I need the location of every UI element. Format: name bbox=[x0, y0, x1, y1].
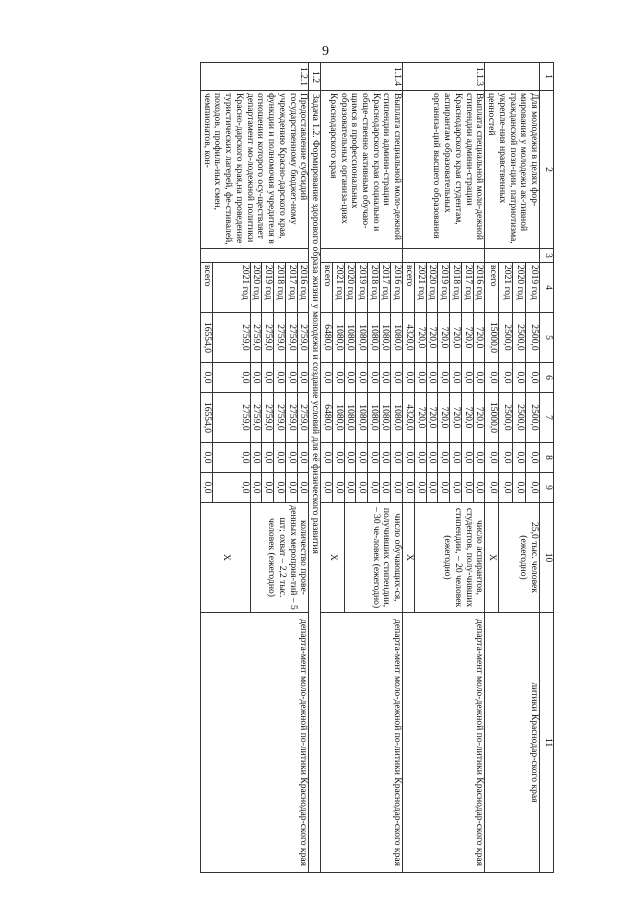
value-cell: 2759,0 bbox=[274, 393, 286, 443]
item-number: 1.1.3 bbox=[403, 63, 485, 91]
value-cell: 15000,0 bbox=[485, 313, 499, 363]
value-cell: 1080,0 bbox=[367, 393, 379, 443]
item-number: 1.1.4 bbox=[321, 63, 403, 91]
item-number: 1.2.1 bbox=[200, 63, 308, 91]
item-name: Выплата специальной моло-дежной стипендии админи-страции Краснодарского края социально и обще-ственно активным обучаю-щимся в профессиональных образовательных организа-циях Краснодарского края bbox=[321, 91, 403, 249]
value-cell: 0,0 bbox=[526, 363, 540, 393]
executor-cell: департа-мент моло-дежной по-литики Краснодар-ского края bbox=[321, 613, 403, 873]
value-cell: 2759,0 bbox=[250, 393, 262, 443]
value-cell: 1080,0 bbox=[367, 313, 379, 363]
value-cell: 1080,0 bbox=[379, 393, 391, 443]
value-cell: 0,0 bbox=[297, 443, 309, 473]
value-cell: 0,0 bbox=[403, 473, 415, 503]
value-cell: 1080,0 bbox=[332, 313, 344, 363]
value-cell: 0,0 bbox=[262, 473, 274, 503]
value-cell: 1080,0 bbox=[344, 393, 356, 443]
value-cell: 720,0 bbox=[426, 313, 438, 363]
value-cell: 720,0 bbox=[450, 393, 462, 443]
header-cell: 1 bbox=[540, 63, 554, 91]
year-cell: 2018 год bbox=[450, 263, 462, 313]
value-cell: 0,0 bbox=[212, 473, 250, 503]
year-cell: 2020 год bbox=[512, 263, 526, 313]
value-cell: 1080,0 bbox=[344, 313, 356, 363]
value-cell: 0,0 bbox=[485, 473, 499, 503]
value-cell: 0,0 bbox=[391, 473, 403, 503]
header-cell: 2 bbox=[540, 91, 554, 249]
value-cell: 0,0 bbox=[356, 443, 368, 473]
header-cell: 6 bbox=[540, 363, 554, 393]
year-cell: 2019 год bbox=[262, 263, 274, 313]
year-cell: 2018 год bbox=[274, 263, 286, 313]
value-cell: 0,0 bbox=[461, 473, 473, 503]
value-cell: 0,0 bbox=[367, 443, 379, 473]
program-table bbox=[200, 62, 554, 873]
value-cell: 720,0 bbox=[426, 393, 438, 443]
header-row bbox=[540, 63, 554, 873]
value-cell: 0,0 bbox=[485, 443, 499, 473]
value-cell: 0,0 bbox=[438, 363, 450, 393]
year-cell: всего bbox=[485, 263, 499, 313]
value-cell: 16554,0 bbox=[200, 313, 212, 363]
value-cell: 720,0 bbox=[438, 393, 450, 443]
indicator-cell: количество прове-денных мероприя-тий – 5 шт; охват – 2,2 тыс. человек (ежегодно) bbox=[250, 503, 309, 613]
table-row bbox=[391, 63, 403, 873]
value-cell: 0,0 bbox=[414, 473, 426, 503]
value-cell: 2500,0 bbox=[499, 313, 513, 363]
value-cell: 0,0 bbox=[250, 473, 262, 503]
value-cell: 2759,0 bbox=[297, 313, 309, 363]
value-cell: 720,0 bbox=[461, 393, 473, 443]
x-mark: X bbox=[200, 503, 250, 613]
value-cell: 2759,0 bbox=[297, 393, 309, 443]
value-cell: 15000,0 bbox=[485, 393, 499, 443]
header-cell: 8 bbox=[540, 443, 554, 473]
value-cell: 0,0 bbox=[499, 363, 513, 393]
header-cell: 9 bbox=[540, 473, 554, 503]
year-cell: 2020 год bbox=[344, 263, 356, 313]
value-cell: 720,0 bbox=[438, 313, 450, 363]
value-cell: 2759,0 bbox=[212, 313, 250, 363]
value-cell: 2759,0 bbox=[262, 313, 274, 363]
table-row bbox=[297, 63, 309, 873]
empty-cell bbox=[321, 249, 403, 263]
year-cell: 2021 год bbox=[414, 263, 426, 313]
value-cell: 0,0 bbox=[438, 443, 450, 473]
value-cell: 0,0 bbox=[450, 363, 462, 393]
value-cell: 0,0 bbox=[356, 473, 368, 503]
year-cell: 2016 год bbox=[297, 263, 309, 313]
value-cell: 1080,0 bbox=[391, 393, 403, 443]
value-cell: 0,0 bbox=[274, 363, 286, 393]
value-cell: 0,0 bbox=[414, 363, 426, 393]
rotated-table-container bbox=[88, 62, 554, 872]
value-cell: 0,0 bbox=[332, 363, 344, 393]
value-cell: 0,0 bbox=[344, 473, 356, 503]
value-cell: 0,0 bbox=[379, 363, 391, 393]
header-cell: 11 bbox=[540, 613, 554, 873]
value-cell: 0,0 bbox=[200, 473, 212, 503]
value-cell: 0,0 bbox=[512, 443, 526, 473]
year-cell: 2020 год bbox=[426, 263, 438, 313]
value-cell: 0,0 bbox=[274, 473, 286, 503]
value-cell: 720,0 bbox=[450, 313, 462, 363]
value-cell: 2759,0 bbox=[285, 393, 297, 443]
value-cell: 16554,0 bbox=[200, 393, 212, 443]
value-cell: 2759,0 bbox=[285, 313, 297, 363]
year-cell: 2021 год bbox=[212, 263, 250, 313]
indicator-cell: число аспирантов, студентов, полу-чивших стипендии, – 20 человек (ежегодно) bbox=[414, 503, 484, 613]
value-cell: 2759,0 bbox=[250, 313, 262, 363]
value-cell: 0,0 bbox=[461, 443, 473, 473]
value-cell: 720,0 bbox=[473, 313, 485, 363]
year-cell: 2017 год bbox=[461, 263, 473, 313]
item-name: Предоставление субсидий государственному бюджет-ному учреждению Красно-дарского края, функции и полномочия учредителя в отношении которого осу-ществляет департамент мо-лодежной политики Красно-дарского края,на проведение туристических лагерей, фе-стивалей, походов, профиль-ных смен, чемпионатов, кон- bbox=[200, 91, 308, 249]
value-cell: 0,0 bbox=[379, 473, 391, 503]
value-cell: 0,0 bbox=[526, 473, 540, 503]
value-cell: 0,0 bbox=[512, 363, 526, 393]
value-cell: 0,0 bbox=[321, 473, 333, 503]
year-cell: 2021 год bbox=[499, 263, 513, 313]
value-cell: 1080,0 bbox=[379, 313, 391, 363]
value-cell: 2500,0 bbox=[512, 393, 526, 443]
value-cell: 0,0 bbox=[332, 473, 344, 503]
value-cell: 6480,0 bbox=[321, 313, 333, 363]
x-mark: X bbox=[321, 503, 344, 613]
empty-cell bbox=[200, 249, 308, 263]
year-cell: 2019 год bbox=[526, 263, 540, 313]
value-cell: 0,0 bbox=[250, 363, 262, 393]
table-row bbox=[526, 63, 540, 873]
task-number: 1.2 bbox=[309, 63, 321, 91]
value-cell: 0,0 bbox=[499, 473, 513, 503]
empty-cell bbox=[485, 249, 540, 263]
value-cell: 0,0 bbox=[426, 443, 438, 473]
value-cell: 0,0 bbox=[426, 473, 438, 503]
header-cell: 10 bbox=[540, 503, 554, 613]
value-cell: 0,0 bbox=[274, 443, 286, 473]
value-cell: 0,0 bbox=[285, 363, 297, 393]
task-row bbox=[309, 63, 321, 873]
value-cell: 2759,0 bbox=[212, 393, 250, 443]
value-cell: 0,0 bbox=[391, 443, 403, 473]
indicator-cell: число обучающих-ся, получивших стипендии, – 30 че-ловек (ежегодно) bbox=[344, 503, 403, 613]
value-cell: 0,0 bbox=[285, 443, 297, 473]
year-cell: 2018 год bbox=[367, 263, 379, 313]
x-mark: X bbox=[403, 503, 415, 613]
indicator-cell: 25,0 тыс. человек (ежегодно) bbox=[499, 503, 540, 613]
year-cell: 2016 год bbox=[391, 263, 403, 313]
value-cell: 0,0 bbox=[262, 443, 274, 473]
header-cell: 4 bbox=[540, 263, 554, 313]
value-cell: 1080,0 bbox=[332, 393, 344, 443]
value-cell: 0,0 bbox=[403, 363, 415, 393]
value-cell: 0,0 bbox=[499, 443, 513, 473]
value-cell: 0,0 bbox=[297, 363, 309, 393]
year-cell: 2016 год bbox=[473, 263, 485, 313]
value-cell: 0,0 bbox=[438, 473, 450, 503]
page-number: 9 bbox=[322, 44, 329, 59]
value-cell: 1080,0 bbox=[356, 313, 368, 363]
value-cell: 0,0 bbox=[473, 473, 485, 503]
year-cell: всего bbox=[321, 263, 333, 313]
year-cell: всего bbox=[200, 263, 212, 313]
value-cell: 0,0 bbox=[473, 443, 485, 473]
value-cell: 0,0 bbox=[473, 363, 485, 393]
value-cell: 0,0 bbox=[344, 443, 356, 473]
value-cell: 0,0 bbox=[367, 473, 379, 503]
value-cell: 0,0 bbox=[200, 363, 212, 393]
value-cell: 1080,0 bbox=[391, 313, 403, 363]
header-cell: 7 bbox=[540, 393, 554, 443]
value-cell: 0,0 bbox=[321, 363, 333, 393]
value-cell: 2500,0 bbox=[526, 393, 540, 443]
value-cell: 0,0 bbox=[379, 443, 391, 473]
value-cell: 0,0 bbox=[200, 443, 212, 473]
header-cell: 3 bbox=[540, 249, 554, 263]
value-cell: 0,0 bbox=[461, 363, 473, 393]
value-cell: 0,0 bbox=[212, 443, 250, 473]
executor-cell: департа-мент моло-дежной по-литики Краснодар-ского края bbox=[403, 613, 485, 873]
value-cell: 0,0 bbox=[297, 473, 309, 503]
value-cell: 6480,0 bbox=[321, 393, 333, 443]
year-cell: 2017 год bbox=[285, 263, 297, 313]
value-cell: 0,0 bbox=[426, 363, 438, 393]
value-cell: 0,0 bbox=[367, 363, 379, 393]
year-cell: всего bbox=[403, 263, 415, 313]
value-cell: 0,0 bbox=[526, 443, 540, 473]
year-cell: 2017 год bbox=[379, 263, 391, 313]
value-cell: 2759,0 bbox=[274, 313, 286, 363]
value-cell: 0,0 bbox=[450, 473, 462, 503]
value-cell: 720,0 bbox=[461, 313, 473, 363]
year-cell: 2020 год bbox=[250, 263, 262, 313]
value-cell: 720,0 bbox=[473, 393, 485, 443]
executor-cell: литики Краснодар-ского края bbox=[485, 613, 540, 873]
value-cell: 0,0 bbox=[512, 473, 526, 503]
value-cell: 720,0 bbox=[414, 313, 426, 363]
value-cell: 1080,0 bbox=[356, 393, 368, 443]
value-cell: 0,0 bbox=[262, 363, 274, 393]
value-cell: 0,0 bbox=[332, 443, 344, 473]
header-cell: 5 bbox=[540, 313, 554, 363]
value-cell: 0,0 bbox=[485, 363, 499, 393]
value-cell: 0,0 bbox=[391, 363, 403, 393]
year-cell: 2019 год bbox=[438, 263, 450, 313]
value-cell: 0,0 bbox=[285, 473, 297, 503]
value-cell: 4320,0 bbox=[403, 393, 415, 443]
value-cell: 0,0 bbox=[250, 443, 262, 473]
item-name: Выплата специальной моло-дежной стипендии админи-страции Краснодарского края студентам, аспирантам образовательных организа-ций высшего образования bbox=[403, 91, 485, 249]
value-cell: 2500,0 bbox=[526, 313, 540, 363]
value-cell: 4320,0 bbox=[403, 313, 415, 363]
table-row bbox=[473, 63, 485, 873]
value-cell: 0,0 bbox=[356, 363, 368, 393]
value-cell: 2500,0 bbox=[512, 313, 526, 363]
value-cell: 2500,0 bbox=[499, 393, 513, 443]
x-mark: X bbox=[485, 503, 499, 613]
item-name: Для молодежи в целях фор-мирования у молодежи ак-тивной гражданской пози-ции, патриотизма, укрепле-ния нравственных ценностей bbox=[485, 91, 540, 249]
value-cell: 2759,0 bbox=[262, 393, 274, 443]
empty-cell bbox=[403, 249, 485, 263]
value-cell: 0,0 bbox=[414, 443, 426, 473]
executor-cell: департа-мент моло-дежной по-литики Краснодар-ского края bbox=[200, 613, 308, 873]
task-title: Задача 1.2. Формирование здорового образа жизни у молодежи и создание условий для её физического развития bbox=[309, 91, 321, 873]
year-cell: 2021 год bbox=[332, 263, 344, 313]
value-cell: 0,0 bbox=[450, 443, 462, 473]
value-cell: 0,0 bbox=[321, 443, 333, 473]
item-number bbox=[485, 63, 540, 91]
value-cell: 0,0 bbox=[212, 363, 250, 393]
year-cell: 2019 год bbox=[356, 263, 368, 313]
value-cell: 0,0 bbox=[344, 363, 356, 393]
value-cell: 720,0 bbox=[414, 393, 426, 443]
value-cell: 0,0 bbox=[403, 443, 415, 473]
